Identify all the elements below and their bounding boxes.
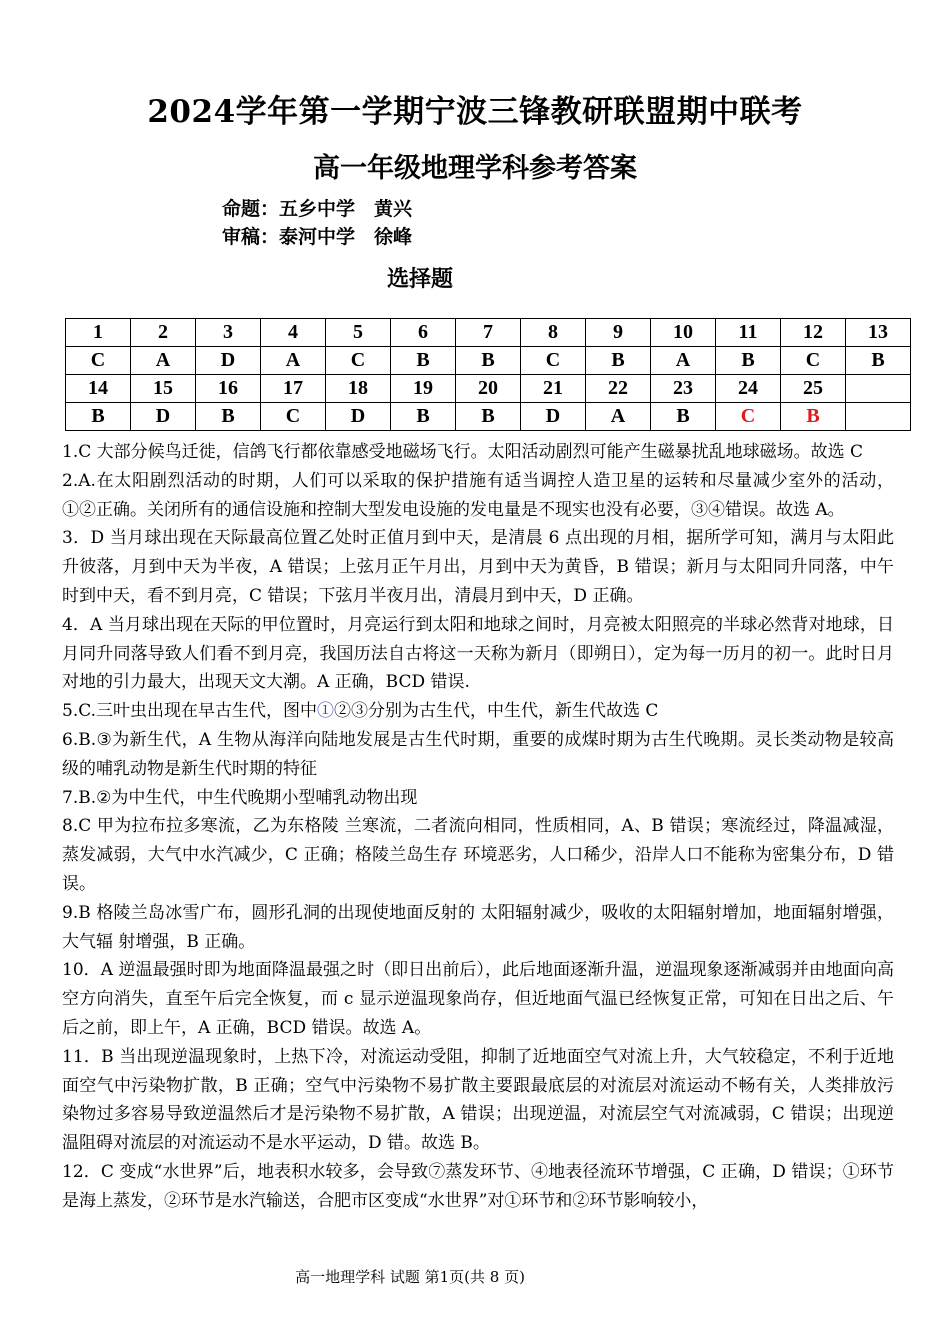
question-number-cell: 7 (456, 319, 521, 347)
answer-cell: B (66, 403, 131, 431)
question-number-cell: 19 (391, 375, 456, 403)
explanation-10: 10．A 逆温最强时即为地面降温最强之时（即日出前后），此后地面逐渐升温，逆温现象逐渐减弱并由地面向高空方向消失，直至午后完全恢复，而 c 显示逆温现象尚存，但近地面气温已经恢复正常，可知在日出之后、午后之前，即上午，A 正确，BCD 错误。故选 A。 (62, 960, 894, 1038)
question-number-cell: 18 (326, 375, 391, 403)
credits-block (222, 195, 412, 251)
answer-cell: B (846, 347, 911, 375)
explanation-1: 1.C 大部分候鸟迁徙，信鸽飞行都依靠感受地磁场飞行。太阳活动剧烈可能产生磁暴扰乱地球磁场。故选 C (62, 442, 864, 462)
answer-cell: D (131, 403, 196, 431)
question-number-cell: 13 (846, 319, 911, 347)
question-number-cell: 24 (716, 375, 781, 403)
question-number-cell: 15 (131, 375, 196, 403)
explanation-4: 4．A 当月球出现在天际的甲位置时，月亮运行到太阳和地球之间时，月亮被太阳照亮的半球必然背对地球，日月同升同落导致人们看不到月亮，我国历法自古将这一天称为新月（即朔日），定为每一历月的初一。此时日月对地的引力最大，出现天文大潮。A 正确，BCD 错误. (62, 614, 894, 693)
answer-cell: C (716, 403, 781, 431)
answer-cell: A (651, 347, 716, 375)
document-title: 2024学年第一学期宁波三锋教研联盟期中联考 (147, 94, 803, 130)
answer-cell: D (196, 347, 261, 375)
question-number-cell: 12 (781, 319, 846, 347)
answer-cell: A (131, 347, 196, 375)
answer-cell: B (651, 403, 716, 431)
explanation-7: 7.B.②为中生代，中生代晚期小型哺乳动物出现 (62, 787, 418, 808)
answer-table (65, 318, 911, 431)
answer-cell (846, 403, 911, 431)
answer-cell: B (391, 403, 456, 431)
answer-cell: B (781, 403, 846, 431)
question-number-cell: 20 (456, 375, 521, 403)
explanation-12: 12．C 变成“水世界”后，地表积水较多，会导致⑦蒸发环节、④地表径流环节增强，C 正确，D 错误；①环节是海上蒸发，②环节是水汽输送，合肥市区变成“水世界”对①环节和②环节影响较小， (62, 1161, 894, 1211)
question-number-cell (846, 375, 911, 403)
question-number-cell: 17 (261, 375, 326, 403)
answer-cell: C (66, 347, 131, 375)
question-number-cell: 3 (196, 319, 261, 347)
question-number-cell: 9 (586, 319, 651, 347)
answer-row (66, 347, 911, 375)
answer-cell: C (781, 347, 846, 375)
question-number-cell: 16 (196, 375, 261, 403)
answer-cell: D (326, 403, 391, 431)
answer-cell: B (716, 347, 781, 375)
question-number-cell: 1 (66, 319, 131, 347)
document-subtitle: 高一年级地理学科参考答案 (313, 153, 637, 184)
question-number-cell: 23 (651, 375, 716, 403)
reviewer-line: 审稿：泰河中学 徐峰 (222, 226, 413, 248)
answer-cell: B (456, 347, 521, 375)
question-number-row (66, 319, 911, 347)
explanation-2: 2.A.在太阳剧烈活动的时期，人们可以采取的保护措施有适当调控人造卫星的运转和尽量减少室外的活动，①②正确。关闭所有的通信设施和控制大型发电设施的发电量是不现实也没有必要，③④错误。故选 A。 (62, 470, 894, 520)
explanation-11: 11．B 当出现逆温现象时，上热下冷，对流运动受阻，抑制了近地面空气对流上升，大气较稳定，不利于近地面空气中污染物扩散，B 正确；空气中污染物不易扩散主要跟最底层的对流层对流运动不畅有关，人类排放污染物过多容易导致逆温然后才是污染物不易扩散，A 错误；出现逆温，对流层空气对流减弱，C 错误；出现逆温阻碍对流层的对流运动不是水平运动，D 错。故选 B。 (62, 1046, 894, 1154)
question-number-cell: 6 (391, 319, 456, 347)
explanation-5-part-a: 5.C.三叶虫出现在早古生代，图中 (62, 701, 318, 722)
question-number-cell: 10 (651, 319, 716, 347)
question-number-cell: 8 (521, 319, 586, 347)
answer-cell: B (456, 403, 521, 431)
explanation-6: 6.B.③为新生代，A 生物从海洋向陆地发展是古生代时期，重要的成煤时期为古生代晚期。灵长类动物是较高级的哺乳动物是新生代时期的特征 (62, 729, 894, 779)
answer-cell: C (261, 403, 326, 431)
question-number-cell: 2 (131, 319, 196, 347)
answer-cell: B (391, 347, 456, 375)
answer-cell: B (196, 403, 261, 431)
question-number-cell: 11 (716, 319, 781, 347)
explanation-8: 8.C 甲为拉布拉多寒流，乙为东格陵 兰寒流，二者流向相同，性质相同，A、B 错误；寒流经过，降温减湿，蒸发减弱，大气中水汽减少，C 正确；格陵兰岛生存 环境恶劣，人口稀少，沿岸人口不能称为密集分布，D 错误。 (62, 816, 894, 894)
explanation-5-circled-1: ① (317, 701, 335, 722)
answer-cell: C (521, 347, 586, 375)
explanation-3: 3．D 当月球出现在天际最高位置乙处时正值月到中天，是清晨 6 点出现的月相，据所学可知，满月与太阳此升彼落，月到中天为半夜，A 错误；上弦月正午月出，月到中天为黄昏，B 错误；新月与太阳同升同落，中午时到中天，看不到月亮，C 错误；下弦月半夜月出，清晨月到中天，D 正确。 (62, 528, 894, 606)
answer-row (66, 403, 911, 431)
answer-cell: A (261, 347, 326, 375)
explanation-5-part-b: ②③分别为古生代，中生代，新生代故选 C (334, 701, 659, 722)
section-title: 选择题 (386, 267, 453, 292)
question-number-cell: 21 (521, 375, 586, 403)
explanation-5 (62, 697, 894, 726)
author-line: 命题：五乡中学 黄兴 (222, 198, 413, 220)
question-number-row (66, 375, 911, 403)
question-number-cell: 4 (261, 319, 326, 347)
question-number-cell: 14 (66, 375, 131, 403)
answer-cell: D (521, 403, 586, 431)
explanations (62, 438, 894, 1216)
question-number-cell: 22 (586, 375, 651, 403)
answer-cell: A (586, 403, 651, 431)
page-footer: 高一地理学科 试题 第1页(共 8 页) (295, 1268, 525, 1286)
answer-cell: B (586, 347, 651, 375)
question-number-cell: 25 (781, 375, 846, 403)
explanation-9: 9.B 格陵兰岛冰雪广布，圆形孔洞的出现使地面反射的 太阳辐射减少，吸收的太阳辐射增加，地面辐射增强，大气辐 射增强，B 正确。 (62, 902, 894, 952)
question-number-cell: 5 (326, 319, 391, 347)
answer-cell: C (326, 347, 391, 375)
